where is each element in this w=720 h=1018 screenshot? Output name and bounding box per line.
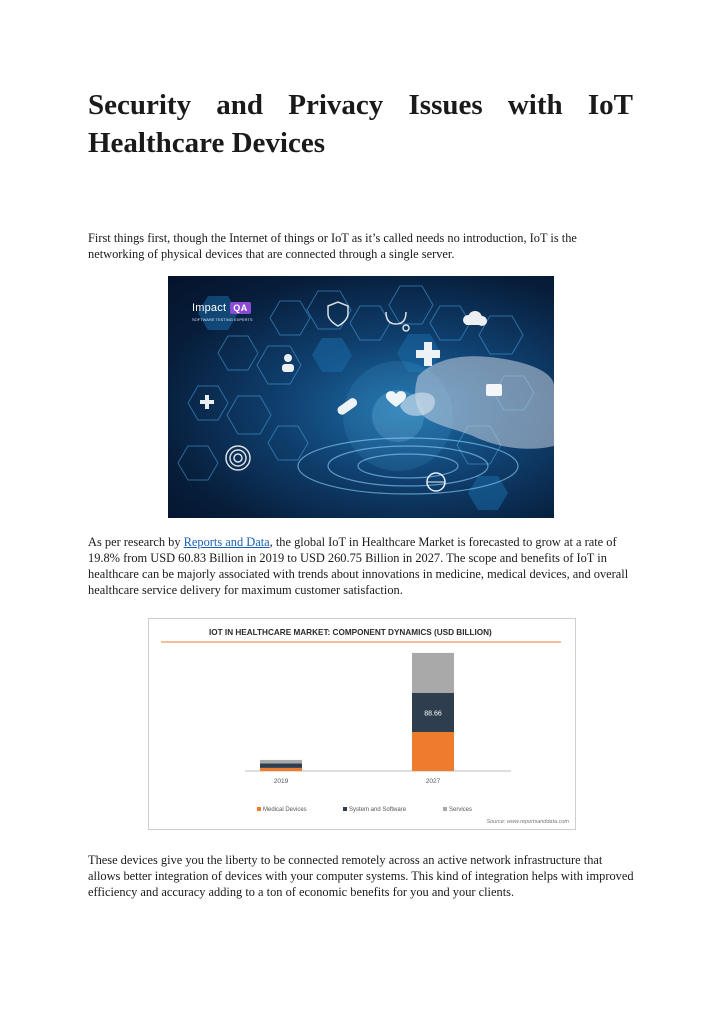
fingerprint-icon [226,446,250,470]
stethoscope-icon [386,312,409,331]
hero-image [168,276,554,518]
intro-paragraph: First things first, though the Internet of things or IoT as it’s called needs no introduction, IoT is the networking of physical devices that are connected through a single server. [88,231,577,261]
cloud-icon [463,311,487,326]
chart-title: IOT IN HEALTHCARE MARKET: COMPONENT DYNAMICS (USD BILLION) [209,628,492,637]
legend-label-system-and-software: System and Software [349,807,407,813]
company-logo [192,302,253,322]
medkit-icon [486,384,502,396]
x-tick-label-2027: 2027 [425,778,441,785]
legend-label-medical-devices: Medical Devices [263,807,307,813]
legend-label-services: Services [449,807,473,813]
shield-icon [328,302,348,326]
market-chart-svg [149,619,575,829]
x-tick-label-2019: 2019 [273,778,289,785]
document-title: Security and Privacy Issues with IoT Healthcare Devices [88,89,633,159]
legend-swatch-system-and-software [343,807,347,811]
logo-tagline: SOFTWARE TESTING EXPERTS [192,317,253,322]
logo-badge: QA [230,302,251,314]
legend-swatch-medical-devices [257,807,261,811]
legend-swatch-services [443,807,447,811]
reports-and-data-link[interactable]: Reports and Data [183,535,270,549]
person-icon [282,354,294,372]
bar-2027-services [412,653,454,693]
chart-source: Source: www.reportsanddata.com [486,819,569,825]
research-paragraph [88,534,636,598]
bar-2019-system-and-software [260,763,302,767]
research-text-end: , the global IoT in Healthcare Market is forecasted to grow at a rate of 19.8% from USD 60.83 Billion in 2019 to USD 260.75 Billion in 2027. The scope and benefits of IoT in healthcare can be majorly associated with trends about innovations in medicine, medical devices, and overall healthcare service delivery for maximum customer satisfaction. [88,535,629,597]
research-text-start: As per research by [88,535,184,549]
data-label-2027: 88.66 [424,710,442,718]
bar-2019-services [260,760,302,764]
bar-2019-medical-devices [260,768,302,771]
market-chart [148,618,576,830]
bar-2027-medical-devices [412,732,454,771]
hospital-icon [200,395,214,409]
closing-paragraph: These devices give you the liberty to be connected remotely across an active network infrastructure that allows better integration of devices with your computer systems. This kind of integration helps with improved efficiency and accuracy adding to a ton of economic benefits for you and your clients. [88,853,634,899]
logo-word: Impact [192,302,227,314]
